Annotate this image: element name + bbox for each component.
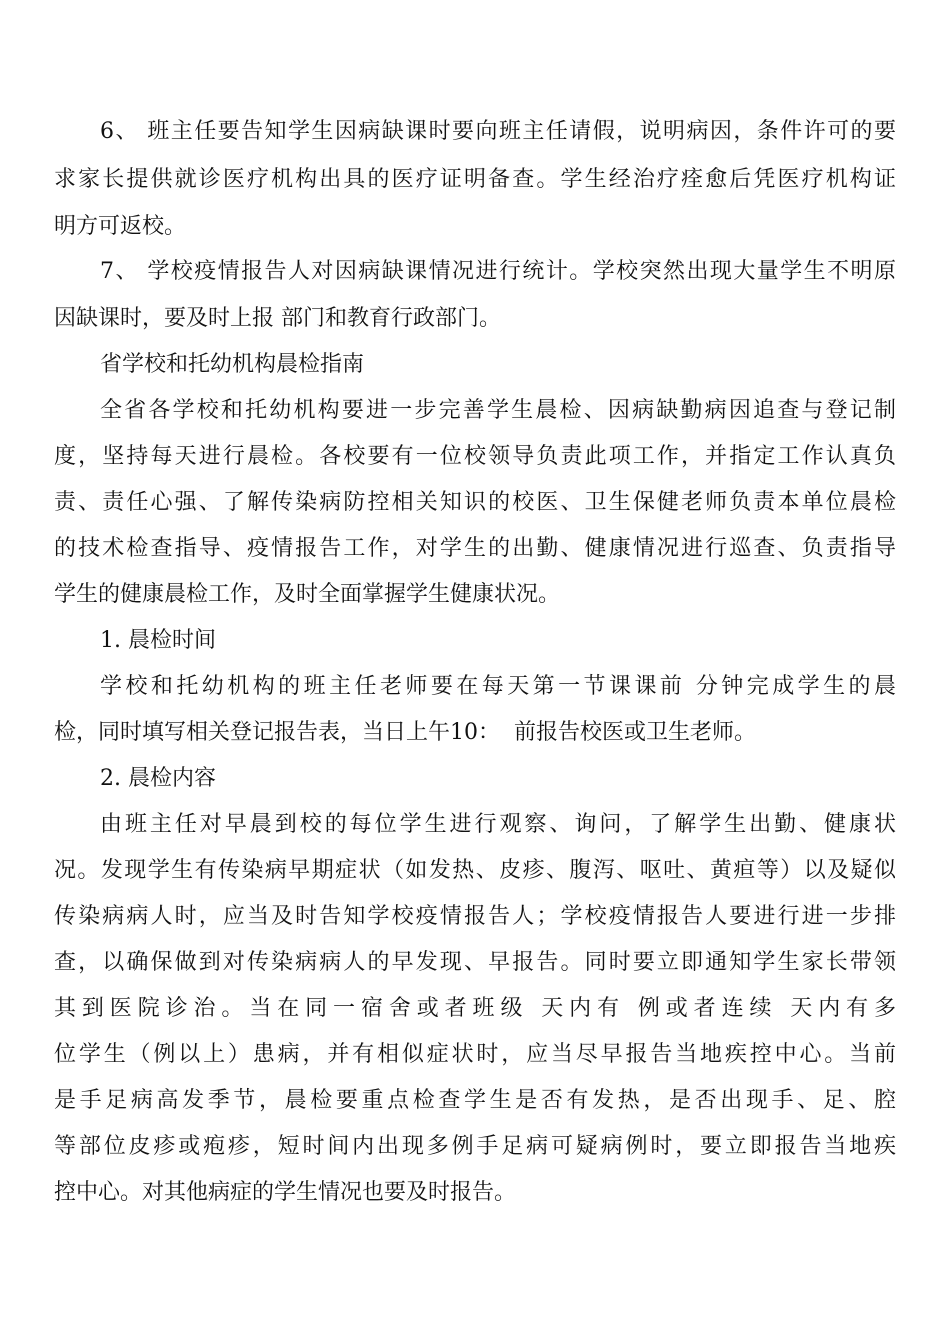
paragraph-line: 因缺课时，要及时上报 部门和教育行政部门。: [54, 306, 501, 331]
paragraph-line: 是手足病高发季节，晨检要重点检查学生是否有发热，是否出现手、足、腔: [54, 1088, 896, 1113]
paragraph-line: 全省各学校和托幼机构要进一步完善学生晨检、因病缺勤病因追查与登记制: [100, 398, 896, 423]
paragraph-line: 其到医院诊治。当在同一宿舍或者班级 天内有 例或者连续 天内有多: [54, 996, 896, 1021]
paragraph-line: 控中心。对其他病症的学生情况也要及时报告。: [54, 1180, 517, 1205]
paragraph-line: 学校和托幼机构的班主任老师要在每天第一节课课前 分钟完成学生的晨: [100, 674, 896, 699]
paragraph-line: 况。发现学生有传染病早期症状（如发热、皮疹、腹泻、呕吐、黄疸等）以及疑似: [54, 858, 896, 883]
paragraph-line: 学生的健康晨检工作，及时全面掌握学生健康状况。: [54, 582, 561, 607]
paragraph-line: 由班主任对早晨到校的每位学生进行观察、询问，了解学生出勤、健康状: [100, 812, 896, 837]
paragraph-line: 求家长提供就诊医疗机构出具的医疗证明备查。学生经治疗痊愈后凭医疗机构证: [54, 167, 896, 192]
paragraph-line: 的技术检查指导、疫情报告工作，对学生的出勤、健康情况进行巡查、负责指导: [54, 536, 896, 561]
paragraph-line: 明方可返校。: [54, 214, 187, 239]
paragraph-line: 责、责任心强、了解传染病防控相关知识的校医、卫生保健老师负责本单位晨检: [54, 490, 896, 515]
paragraph-line: 传染病病人时，应当及时告知学校疫情报告人；学校疫情报告人要进行进一步排: [54, 904, 896, 929]
paragraph-line: 7、 学校疫情报告人对因病缺课情况进行统计。学校突然出现大量学生不明原: [100, 259, 896, 284]
paragraph-line: 查，以确保做到对传染病病人的早发现、早报告。同时要立即通知学生家长带领: [54, 950, 896, 975]
paragraph-line: 等部位皮疹或疱疹，短时间内出现多例手足病可疑病例时，要立即报告当地疾: [54, 1134, 896, 1159]
paragraph-line: 检，同时填写相关登记报告表，当日上午10： 前报告校医或卫生老师。: [54, 720, 756, 745]
subsection-heading: 2. 晨检内容: [100, 766, 216, 791]
paragraph-line: 度，坚持每天进行晨检。各校要有一位校领导负责此项工作，并指定工作认真负: [54, 444, 896, 469]
subsection-heading: 1. 晨检时间: [100, 628, 216, 653]
paragraph-line: 6、 班主任要告知学生因病缺课时要向班主任请假，说明病因，条件许可的要: [100, 119, 896, 144]
paragraph-line: 位学生（例以上）患病，并有相似症状时，应当尽早报告当地疾控中心。当前: [54, 1042, 896, 1067]
section-title: 省学校和托幼机构晨检指南: [100, 352, 365, 377]
